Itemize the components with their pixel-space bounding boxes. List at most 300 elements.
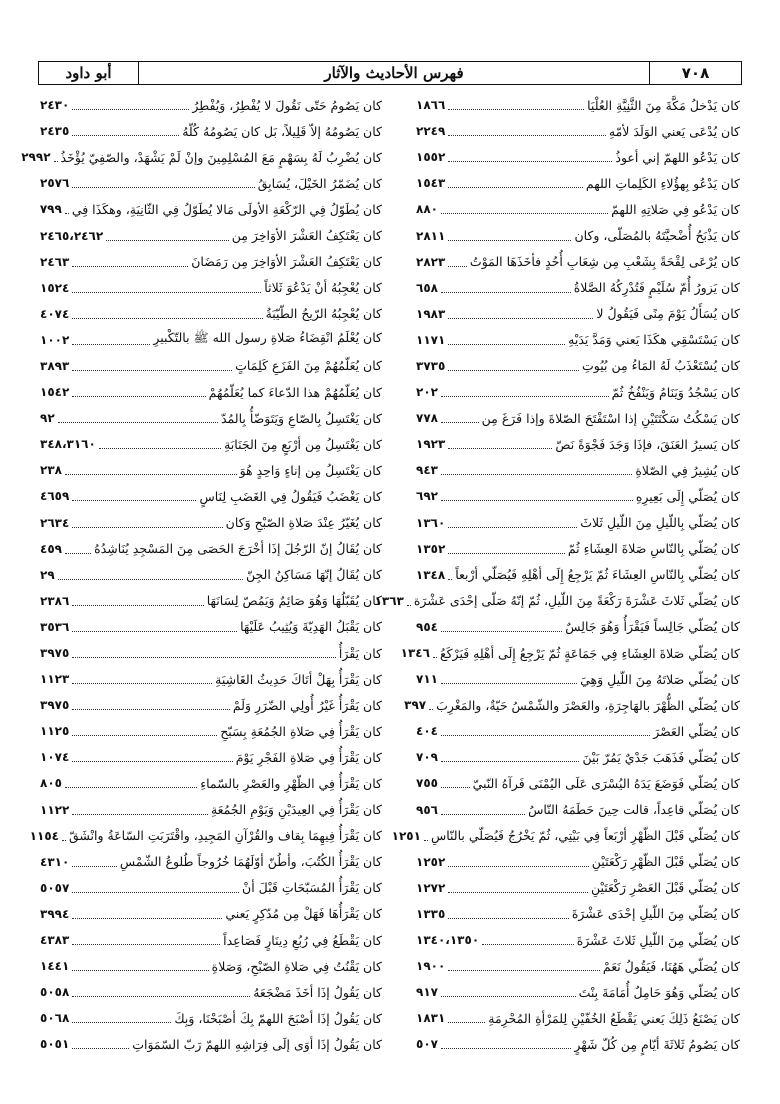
index-entry (390, 744, 742, 770)
hadith-number: ٥٠٥٧ (40, 880, 70, 895)
entry-text: كان يُصَلّي قَبْلَ الظّهْرِ أرْبَعاً فِي بَيْتِي، ثُمّ يَخْرُجُ فَيُصَلّي بالنّاسِ (430, 828, 740, 844)
hadith-number: ٢٩٩٢ (21, 150, 51, 165)
hadith-number: ٨٨٠ (416, 202, 438, 217)
hadith-number: ٥٠٦٨ (40, 1011, 70, 1026)
entry-text: كان يُصَلّي هَهُنَا، فَيَقُولُ نَعَمْ (602, 958, 740, 974)
leader-dots (72, 630, 237, 632)
hadith-number: ٤٠٤ (416, 724, 438, 739)
leader-dots (106, 239, 229, 241)
leader-dots (448, 917, 569, 919)
entry-text: كان يُعْجِبُهُ أنْ يَدْعُوَ ثَلاثاً (264, 280, 382, 296)
entry-text: كان يَقْرَأُ فِي صَلاةِ الفَجْرِ يَوْمَ (235, 749, 382, 765)
index-entry (374, 588, 742, 614)
hadith-number: ٢٤٦٥،٢٤٦٢ (40, 228, 104, 243)
entry-text: كان يَقْنُتُ فِي صَلاةِ الصّبْحِ، وَصَلاةِ (211, 958, 382, 974)
leader-dots (72, 656, 336, 658)
hadith-number: ١٢٥٢ (416, 854, 446, 869)
entry-text: كان يَقُولُ إذَا أوَى إلَى فِرَاشِهِ اللهمّ رَبّ السّمَوَاتِ (132, 1036, 382, 1052)
index-entry (390, 170, 742, 196)
index-entry (390, 144, 742, 170)
entry-text: كان يَقْطَعُ فِي رُبُعِ دِينَارٍ فَصَاعِداً (223, 932, 382, 948)
entry-text: كان يَدْعُو فِي صَلاتِهِ اللهمّ (611, 201, 740, 217)
entry-text: كان يُقَالُ إنّهَا مَسَاكِنُ الجِنّ (245, 567, 382, 583)
entry-text: كان يَصُومُ حَتّى نَقُولَ لا يُفْطِرُ، وَيُفْطِرُ (192, 97, 382, 113)
leader-dots (448, 369, 579, 371)
index-entry (38, 92, 390, 118)
index-entry (29, 823, 390, 849)
index-entry (390, 510, 742, 536)
leader-dots (448, 891, 588, 893)
leader-dots (448, 134, 606, 136)
leader-dots (72, 604, 203, 606)
index-entry (390, 1005, 742, 1031)
entry-text: كان يُصَلّي ثَلاثَ عَشْرَةَ رَكْعَةً مِنَ اللّيلِ، ثُمّ إنّهُ صَلّى إحْدَى عَشْرَة (413, 593, 740, 609)
hadith-number: ١٥٤٣ (416, 176, 446, 191)
hadith-number: ٩١٧ (416, 985, 438, 1000)
entry-text: كان يَغْتَسِلُ بِالصّاعِ وَيَتَوَضّأُ بِالمُدّ (221, 410, 382, 426)
index-entry (38, 718, 390, 744)
entry-text: كان يُصَلّي مِنَ اللّيلِ إحْدَى عَشْرَةَ (571, 906, 740, 922)
entry-text: كان يَقْرَأُ فِي صَلاةِ الجُمُعَةِ بِسَبّحِ (220, 723, 382, 739)
leader-dots (72, 395, 205, 397)
leader-dots (65, 212, 69, 214)
entry-text: كان يَغْتَسِلُ مِن أرْبَعٍ مِنَ الجَنَابَةِ (224, 436, 382, 452)
leader-dots (448, 239, 571, 241)
hadith-number: ٣٧٣٥ (416, 358, 446, 373)
page-number: ٧٠٨ (649, 62, 741, 84)
leader-dots (448, 447, 552, 449)
leader-dots (448, 552, 565, 554)
leader-dots (441, 813, 525, 815)
hadith-number: ٢٨١١ (416, 228, 446, 243)
leader-dots (72, 343, 150, 345)
entry-text: كان يُطَوّلُ فِي الرّكْعَةِ الأولَى مَالا يُطَوّلُ فِي الثّانِيَةِ، وهكَذَا فِي (71, 201, 382, 217)
hadith-number: ٢٤٣٠ (40, 98, 70, 113)
index-entry (38, 927, 390, 953)
leader-dots (441, 760, 579, 762)
index-entry (38, 483, 390, 509)
index-entry (390, 901, 742, 927)
entry-text: كان يَغْضَبُ فَيَقُولُ فِي الغَضَبِ لِنَاسٍ (199, 488, 382, 504)
entry-text: كان يَذْبَحُ أُضْحيَّتَهُ بالمُصَلّى، وكان (574, 228, 740, 244)
index-entry (390, 405, 742, 431)
index-entry (38, 327, 390, 353)
leader-dots (65, 473, 237, 475)
hadith-number: ١١٢٣ (40, 672, 70, 687)
entry-text: كان يُسَأَلُ يَوْمَ مِنًى فَيَقُولُ لا (596, 306, 740, 322)
index-entry (38, 562, 390, 588)
book-name: أبو داود (39, 62, 139, 84)
hadith-number: ٣٩٧٥ (40, 698, 70, 713)
entry-text: كان يَسْتَسْقِي هكَذَا يَعني وَمَدَّ يَدَيْهِ (568, 332, 740, 348)
index-entry (390, 327, 742, 353)
entry-text: كان يُضْرِبُ لَهُ بِسَهْمٍ مَعَ المُسْلِمِينَ وإنْ لَمْ يَشْهَدْ، والصّفِيّ يُؤْخَذُ (60, 149, 382, 165)
index-entry (390, 797, 742, 823)
hadith-number: ١٣٥٢ (416, 541, 446, 556)
hadith-number: ١٢٧٢ (416, 880, 446, 895)
entry-text: كان يَدْعُو بِهؤُلاءِ الكَلِماتِ اللهم (585, 175, 740, 191)
leader-dots (441, 395, 609, 397)
entry-text: كان يَقْبَلُ الهَدِيّةَ وَيُثِيبُ عَلَيْهَا (240, 619, 382, 635)
hadith-number: ١٣٦٣ (374, 593, 404, 608)
hadith-number: ٥٠٧ (416, 1037, 438, 1052)
entry-text: كان يُصَلّي إِلَى بَعِيرِهِ (635, 488, 740, 504)
leader-dots (72, 917, 222, 919)
entry-text: كان يُعَلّمُهُمْ مِنَ الفَزَعِ كَلِمَاتٍ (235, 358, 382, 374)
leader-dots (99, 447, 221, 449)
hadith-number: ١٣٣٥ (416, 906, 446, 921)
entry-text: كان يَقْرَأُ فِيهِمَا بِقاف والقُرْآنِ المَجِيدِ، واقْتَرَبَتِ السّاعَةُ وانْشَقّ (68, 828, 382, 844)
hadith-number: ١٨٣١ (416, 1011, 446, 1026)
hadith-number: ٧٧٨ (416, 411, 438, 426)
index-entry (38, 196, 390, 222)
hadith-number: ٥٠٥٨ (40, 985, 70, 1000)
index-entry (38, 797, 390, 823)
index-title: فهرس الأحاديث والآثار (324, 64, 464, 82)
leader-dots (72, 865, 117, 867)
hadith-number: ٢٠٢ (416, 385, 438, 400)
leader-dots (72, 734, 217, 736)
entry-text: كان يُدْعَى يَعني الوَلَدَ لأمّهِ (608, 123, 740, 139)
index-entry (390, 1031, 742, 1057)
index-entry (390, 301, 742, 327)
hadith-number: ١٢٥١ (391, 828, 421, 843)
entry-text: كان يُصَلّي صَلاةَ العِشَاءِ فِي جَمَاعَةٍ ثُمّ يَرْجِعُ إِلَى أهْلِهِ فَيَرْكَعُ (439, 645, 740, 661)
leader-dots (441, 786, 470, 788)
entry-text: كان يُغَيّرُ عِنْدَ صَلاةِ الصّبْحِ وَكان (225, 515, 382, 531)
index-entry (390, 692, 742, 718)
index-entry (390, 249, 742, 275)
leader-dots (72, 995, 250, 997)
leader-dots (441, 473, 632, 475)
hadith-number: ١١٢٥ (40, 724, 70, 739)
index-entry (21, 144, 390, 170)
index-entry (38, 875, 390, 901)
index-entry (390, 849, 742, 875)
leader-dots (72, 134, 179, 136)
leader-dots (441, 499, 633, 501)
index-entry (390, 379, 742, 405)
right-column (374, 92, 742, 1092)
index-entry (38, 953, 390, 979)
leader-dots (72, 186, 254, 188)
leader-dots (72, 969, 208, 971)
index-entry (390, 92, 742, 118)
leader-dots (65, 786, 197, 788)
index-entry (390, 118, 742, 144)
hadith-number: ١٩٢٣ (416, 437, 446, 452)
leader-dots (448, 865, 589, 867)
index-entry (38, 431, 390, 457)
entry-text: كان يُصَلّي الظُّهْرَ بالهَاجِرَةِ، والعَصْرَ والشّمْسُ حَيّةٌ، والمَغْرِبَ (436, 697, 740, 713)
index-entry (38, 275, 390, 301)
hadith-number: ٤٠٧٤ (40, 306, 70, 321)
hadith-number: ٤٣٨٣ (40, 933, 70, 948)
leader-dots (448, 108, 584, 110)
entry-text: كان يَقْرَأُ بِهَلْ أتَاكَ حَدِيثُ الغَاشِيَةِ (215, 671, 382, 687)
leader-dots (72, 108, 189, 110)
leader-dots (448, 578, 452, 580)
entry-text: كان يُسْتَعْذَبُ لَهُ المَاءُ مِن بُيُوتِ (582, 358, 740, 374)
entry-text: كان يَزورُ أُمّ سُلَيْمٍ فَتُدْرِكُهُ الصَّلاةُ (573, 280, 740, 296)
leader-dots (72, 265, 188, 267)
entry-text: كان يَقْرَأُهَا فَهَلْ مِن مُدّكِرٍ يَعني (225, 906, 382, 922)
leader-dots (448, 186, 583, 188)
leader-dots (441, 212, 608, 214)
hadith-number: ٢٤٦٣ (40, 254, 70, 269)
leader-dots (441, 734, 650, 736)
index-entry (390, 483, 742, 509)
entry-text: كان يَقْرَأُ الكُتُبَ، وأطُنّ أوّلَهُمَا خُرُوجاً طُلوعُ الشّمْسِ (119, 854, 382, 870)
hadith-number: ٢٢٤٩ (416, 124, 446, 139)
hadith-number: ١١٥٤ (29, 828, 59, 843)
leader-dots (72, 369, 232, 371)
hadith-number: ٤٦٥٩ (40, 489, 70, 504)
entry-text: كان يَقُولُ إذَا أخَذَ مَضْجَعَهُ (253, 984, 382, 1000)
index-entry (390, 275, 742, 301)
index-entry (38, 379, 390, 405)
leader-dots (424, 839, 428, 841)
index-entry (390, 353, 742, 379)
index-entry (390, 718, 742, 744)
index-entry (38, 249, 390, 275)
leader-dots (72, 813, 208, 815)
entry-text: كان يُقَالُ إنّ الرّجُلَ إذَا أخْرَجَ الحَصَى مِنَ المَسْجِدِ يُنَاشِدُهُ (94, 541, 382, 557)
index-entry (38, 510, 390, 536)
leader-dots (72, 708, 230, 710)
hadith-number: ٩٢ (40, 411, 55, 426)
entry-text: كان يُعْلَمُ انْقِضَاءُ صَلاةِ رسول الله ﷺ بالتّكْبيرِ (153, 330, 382, 346)
hadith-number: ٢٦٣٤ (40, 515, 70, 530)
index-entry (38, 901, 390, 927)
index-entry (38, 118, 390, 144)
entry-text: كان يُصَلّي قاعِداً، قالت حِينَ حَطَمَهُ النّاسُ (528, 802, 740, 818)
index-entry (390, 457, 742, 483)
index-entry (38, 405, 390, 431)
leader-dots (407, 604, 411, 606)
leader-dots (58, 421, 218, 423)
leader-dots (72, 891, 239, 893)
index-entry (38, 744, 390, 770)
index-entry (38, 301, 390, 327)
hadith-number: ١٤٤١ (40, 959, 70, 974)
hadith-number: ١٥٢٤ (40, 280, 70, 295)
hadith-number: ٤٣١٠ (40, 854, 70, 869)
entry-text: كان يُعَلّمُهُمْ هذا الدّعاءَ كما يُعَلّمُهُمْ (208, 384, 382, 400)
entry-text: كان يَصْنَعُ ذَلِكَ يَعني يَقْطَعُ الخُفّيْنِ لِلمَرْأةِ المُحْرِمَةِ (488, 1010, 740, 1026)
entry-text: كان يَسْجُدُ وَيَنَامُ وَيَنْفُخُ ثُمّ (611, 384, 740, 400)
entry-text: كان يَقْرَأُ (338, 645, 382, 661)
leader-dots (58, 578, 243, 580)
hadith-number: ١٣٤٦ (400, 646, 430, 661)
hadith-number: ٨٠٥ (40, 776, 62, 791)
leader-dots (448, 1021, 485, 1023)
leader-dots (441, 291, 571, 293)
hadith-number: ٣٩٩٤ (40, 906, 70, 921)
entry-text: كان يُصَلّي بِاللّيلِ مِنَ اللّيلِ ثَلاثَ (580, 515, 740, 531)
leader-dots (441, 1047, 571, 1049)
index-entry (38, 640, 390, 666)
index-columns (21, 92, 742, 1092)
hadith-number: ١٣٤٠،١٣٥٠ (416, 933, 480, 948)
index-entry (390, 196, 742, 222)
hadith-number: ٧٥٥ (416, 776, 438, 791)
hadith-number: ٢٣٨٦ (40, 593, 70, 608)
entry-text: كان يَسيرُ العَنَقَ، فإذَا وَجَدَ فَجْوَةً نَصّ (555, 436, 740, 452)
hadith-number: ١٥٤٢ (40, 385, 70, 400)
index-entry (390, 640, 742, 666)
hadith-number: ٣٩٧ (404, 698, 427, 713)
entry-text: كان يَدْعُو اللهمّ إني أعوذُ (615, 149, 740, 165)
hadith-number: ٩٥٦ (416, 802, 438, 817)
index-entry (38, 770, 390, 796)
entry-text: كان يُرْعَى لِقْحَةً بِشَعْبِ مِن شِعَابِ أُحُدٍ فأخَذَهَا المَوْتُ (469, 254, 740, 270)
entry-text: كان يُصَلّي العَصْرَ (653, 723, 740, 739)
hadith-number: ١٠٧٤ (40, 750, 70, 765)
index-entry (38, 979, 390, 1005)
entry-text: كان يُصَلّي جَالِساً فَيَقْرَأُ وَهُوَ جَالِسٌ (565, 619, 740, 635)
index-entry (38, 222, 390, 248)
index-entry (390, 875, 742, 901)
entry-text: كان يُصَلّي قَبْلَ الظّهْرِ رَكْعَتَيْنِ (591, 854, 740, 870)
leader-dots (448, 969, 600, 971)
entry-text: كان يَصُومُ ثَلاثَةَ أيّامٍ مِن كُلّ شَهْرٍ (574, 1036, 740, 1052)
hadith-number: ٧٠٩ (416, 750, 438, 765)
index-entry (390, 979, 742, 1005)
leader-dots (448, 526, 577, 528)
index-entry (390, 666, 742, 692)
leader-dots (65, 552, 91, 554)
hadith-number: ٧١١ (416, 672, 438, 687)
index-entry (38, 457, 390, 483)
leader-dots (72, 317, 262, 319)
index-entry (38, 849, 390, 875)
index-entry (38, 353, 390, 379)
index-entry (390, 614, 742, 640)
leader-dots (72, 760, 232, 762)
index-entry (38, 1031, 390, 1057)
leader-dots (72, 1047, 129, 1049)
index-entry (390, 562, 742, 588)
leader-dots (72, 682, 212, 684)
leader-dots (448, 160, 612, 162)
leader-dots (441, 995, 576, 997)
index-entry (390, 222, 742, 248)
entry-text: كان يَقْرَأُ فِي الظّهْرِ والعَصْرِ بالسّماءِ (200, 775, 382, 791)
leader-dots (448, 343, 565, 345)
hadith-number: ٢٩ (40, 567, 55, 582)
hadith-number: ٢٤٣٥ (40, 124, 70, 139)
entry-text: كان يَقْرَأُ المُسَبّحَاتِ قَبْلَ أنْ (242, 880, 382, 896)
leader-dots (448, 265, 467, 267)
index-entry (390, 823, 742, 849)
hadith-number: ٢٨٢٣ (416, 254, 446, 269)
index-entry (390, 953, 742, 979)
entry-text: كان يُضَمّرُ الخَيْلَ، يُسَابِقُ (257, 175, 382, 191)
entry-text: كان يَسْكُتُ سَكْتَتَيْنِ إذا اسْتَفْتَحَ الصّلاةَ وإذا فَرَغَ مِن (481, 410, 740, 426)
hadith-number: ٣٨٩٣ (40, 358, 70, 373)
index-entry (38, 1005, 390, 1031)
hadith-number: ٢٣٨ (40, 463, 62, 478)
entry-text: كان يُعْجِبُهُ الرّيحُ الطّيّبَةُ (265, 306, 382, 322)
leader-dots (72, 291, 261, 293)
leader-dots (441, 421, 479, 423)
index-entry (390, 431, 742, 457)
entry-text: كان يُصَلّي وَهُوَ حَامِلٌ أُمَامَةَ بِنْتَ (578, 984, 740, 1000)
index-entry (38, 666, 390, 692)
hadith-number: ١١٢٢ (40, 802, 70, 817)
hadith-number: ١٩٨٣ (416, 306, 446, 321)
entry-text: كان يُصَلّي فَذَهَبَ جَدْيٌ يَمُرّ بَيْنَ (582, 749, 740, 765)
index-entry (390, 927, 742, 953)
leader-dots (448, 317, 593, 319)
entry-text: كان يُشِيرُ فِي الصّلاةِ (635, 462, 740, 478)
leader-dots (433, 656, 437, 658)
entry-text: كان يَغْتَسِلُ مِن إناءٍ وَاحِدٍ هُوَ (239, 462, 382, 478)
leader-dots (72, 526, 222, 528)
hadith-number: ١٥٥٢ (416, 150, 446, 165)
leader-dots (72, 943, 220, 945)
hadith-number: ٣٩٧٥ (40, 646, 70, 661)
entry-text: كان يُصَلّي مِنَ اللّيلِ ثَلاثَ عَشْرَةَ (576, 932, 740, 948)
index-entry (390, 536, 742, 562)
hadith-number: ١٣٦٠ (416, 515, 446, 530)
hadith-number: ٥٠٥١ (40, 1037, 70, 1052)
index-entry (390, 770, 742, 796)
left-column (21, 92, 390, 1092)
hadith-number: ١٨٦٦ (416, 98, 446, 113)
entry-text: كان يَدْخلُ مَكَّةَ مِنَ الثَّنِيَّةِ العُلْيَا (587, 97, 740, 113)
hadith-number: ٣٥٣٦ (40, 619, 70, 634)
leader-dots (441, 630, 562, 632)
index-entry (38, 536, 390, 562)
leader-dots (72, 499, 196, 501)
entry-text: كان يَقْرَأُ فِي العِيدَيْنِ وَيَوْمِ الجُمُعَةِ (210, 802, 382, 818)
entry-text: كان يُصَلّي صَلاتَهُ مِنَ اللّيلِ وَهِيَ (580, 671, 740, 687)
hadith-number: ٦٥٨ (416, 280, 438, 295)
leader-dots (429, 708, 433, 710)
page-header (38, 61, 742, 85)
entry-text: كان يُصَلّي بِالنّاسِ صَلاةَ العِشَاءِ ثُمّ (567, 541, 740, 557)
index-entry (38, 614, 390, 640)
leader-dots (72, 1021, 171, 1023)
hadith-number: ٤٥٩ (40, 541, 62, 556)
hadith-number: ١٩٠٠ (416, 959, 446, 974)
leader-dots (482, 943, 574, 945)
index-entry (38, 692, 390, 718)
leader-dots (62, 839, 66, 841)
entry-text: كان يُصَلّي فَوَضَعَ يَدَهُ اليُسْرَى عَلَى اليُمْنَى فَرآهُ النّبيّ (472, 775, 740, 791)
entry-text: كان يُصَلّي بِالنّاسِ العِشَاءَ ثُمّ يَرْجِعُ إِلَى أهْلِهِ فَيُصَلّي أرْبعاً (455, 567, 740, 583)
entry-text: كان يَصُومُهُ إلاّ قَلِيلاً، بَل كان يَصُومُهُ كُلّهُ (182, 123, 382, 139)
hadith-number: ٩٥٤ (416, 619, 438, 634)
entry-text: كان يُقَبّلُهَا وَهُوَ صَائِمٌ وَيَمُصّ لِسَانَهَا (206, 593, 382, 609)
entry-text: كان يَعْتَكِفُ العَشْرَ الأوَاخِرَ مِن رَمَضَانَ (191, 254, 382, 270)
leader-dots (54, 160, 58, 162)
hadith-number: ٦٩٢ (416, 489, 438, 504)
entry-text: كان يَعْتَكِفُ العَشْرَ الأوَاخِرَ مِن (231, 228, 382, 244)
entry-text: كان يَقُولُ إذَا أصْبَحَ اللهمّ بِكَ أصْبَحْنَا، وَبِكَ (174, 1010, 382, 1026)
index-entry (38, 588, 390, 614)
entry-text: كان يُصَلّي قَبْلَ العَصْرِ رَكْعَتَيْنِ (590, 880, 740, 896)
hadith-number: ٣٤٨،٣١٦٠ (40, 437, 96, 452)
hadith-number: ١٣٤٨ (415, 567, 446, 582)
hadith-number: ٢٥٧٦ (40, 176, 70, 191)
entry-text: كان يَقْرَأُ غَيْرُ أُولِي الضّرَرِ وَلَمْ (232, 697, 382, 713)
hadith-number: ٧٩٩ (39, 202, 62, 217)
hadith-number: ١٠٠٢ (40, 332, 70, 347)
index-entry (38, 170, 390, 196)
